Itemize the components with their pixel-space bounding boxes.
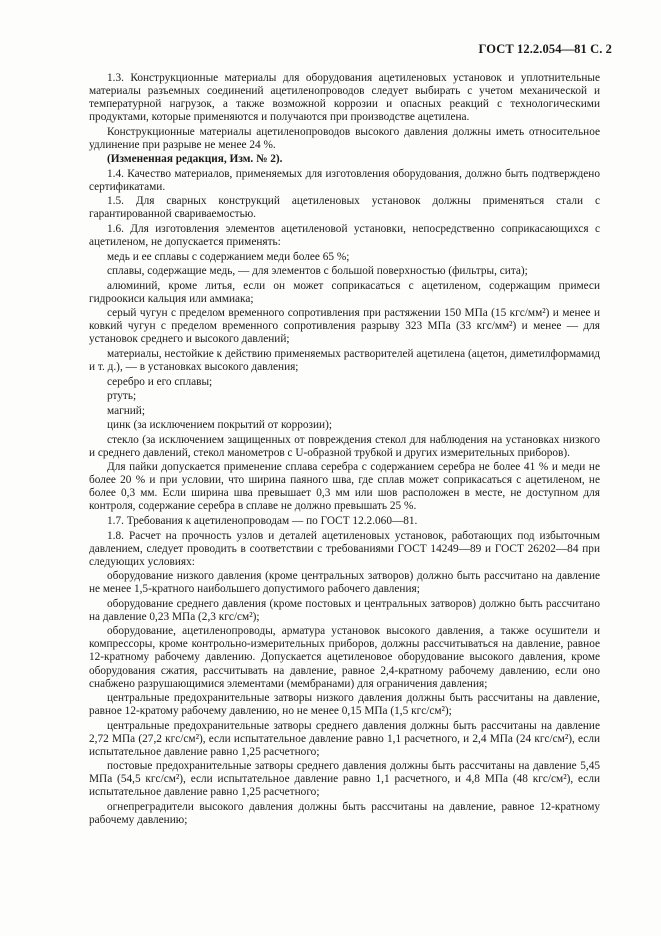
list-item: сплавы, содержащие медь, — для элементов с большой поверхностью (фильтры, сита); — [107, 265, 528, 278]
list-item: огнепреградители высокого давления должны быть рассчитаны на давление, равное 12-кратному рабочему давлению; — [89, 800, 600, 827]
page-header: ГОСТ 12.2.054—81 С. 2 — [478, 42, 612, 56]
paragraph: 1.8. Расчет на прочность узлов и деталей ацетиленовых установок, работающих под избыточным давлением, следует проводить в соответствии с требованиями ГОСТ 14249—89 и ГОСТ 26202—84 при следующих условиях: — [89, 529, 600, 568]
paragraph: Конструкционные материалы ацетиленопроводов высокого давления должны иметь относительное удлинение при разрыве не менее 24 %. — [89, 125, 600, 151]
amendment-note: (Измененная редакция, Изм. № 2). — [107, 153, 283, 166]
list-item: постовые предохранительные затворы среднего давления должны быть рассчитаны на давление 5,45 МПа (54,5 кгс/см²), если испытательное давление равно 1,1 расчетного, и 4,8 МПа (48 кгс/см²), если испытательное давление равно 1,25 расчетного; — [89, 760, 600, 799]
list-item: материалы, нестойкие к действию применяемых растворителей ацетилена (ацетон, диметилформамид и т. д.), — в установках высокого давления; — [89, 347, 601, 373]
list-item: серый чугун с пределом временного сопротивления при растяжении 150 МПа (15 кгс/мм²) и менее и ковкий чугун с пределом временного сопротивления разрыву 323 МПа (33 кгс/мм²) и менее — для установок среднего и высокого давлений; — [89, 307, 600, 346]
list-item: стекло (за исключением защищенных от повреждения стекол для наблюдения на установках низкого и среднего давлений, стекол манометров с U-образной трубкой и других измерительных приборов). — [89, 433, 600, 459]
paragraph: 1.5. Для сварных конструкций ацетиленовых установок должны применяться стали с гарантированной свариваемостью. — [89, 195, 600, 221]
paragraph: 1.6. Для изготовления элементов ацетиленовой установки, непосредственно соприкасающихся с ацетиленом, не допускается применять: — [89, 223, 600, 249]
list-item: магний; — [107, 404, 145, 417]
list-item: алюминий, кроме литья, если он может соприкасаться с ацетиленом, содержащим примеси гидроокиси кальция или аммиака; — [89, 279, 600, 305]
paragraph: 1.7. Требования к ацетиленопроводам — по ГОСТ 12.2.060—81. — [107, 515, 418, 527]
document-body — [89, 72, 600, 829]
list-item: оборудование среднего давления (кроме постовых и центральных затворов) должно быть рассчитано на давление 0,23 МПа (2,3 кгс/см²); — [89, 597, 600, 623]
paragraph: 1.4. Качество материалов, применяемых для изготовления оборудования, должно быть подтверждено сертификатами. — [89, 167, 600, 193]
list-item: ртуть; — [107, 390, 137, 403]
list-item: серебро и его сплавы; — [107, 375, 213, 388]
list-item: центральные предохранительные затворы низкого давления должны быть рассчитаны на давление, равное 12-кратому рабочему давлению, но не менее 0,15 МПа (1,5 кгс/см²); — [89, 692, 600, 718]
paragraph: Для пайки допускается применение сплава серебра с содержанием серебра не более 41 % и меди не более 20 % и при условии, что ширина паяного шва, где сплав может соприкасаться с ацетиленом, не более 0,3 мм. Если ширина шва превышает 0,3 мм или шов расположен в месте, не доступном для контроля, содержание серебра в сплаве не должно превышать 25 %. — [89, 461, 600, 513]
paragraph: 1.3. Конструкционные материалы для оборудования ацетиленовых установок и уплотнительные материалы разъемных соединений ацетиленопроводов следует выбирать с учетом механической и температурной нагрузок, а также возможной коррозии и опасных реакций с технологическими продуктами, которые применяются и получаются при производстве ацетилена. — [89, 72, 600, 124]
list-item: центральные предохранительные затворы среднего давления должны быть рассчитаны на давление 2,72 МПа (27,2 кгс/см²), если испытательное давление равно 1,1 расчетного, и 2,4 МПа (24 кгс/см²), если испытательное давление равно 1,25 расчетного; — [89, 719, 600, 758]
list-item: медь и ее сплавы с содержанием меди более 65 %; — [107, 250, 350, 263]
list-item: оборудование низкого давления (кроме центральных затворов) должно быть рассчитано на давление не менее 1,5-кратного наибольшего допустимого рабочего давления; — [89, 570, 600, 596]
list-item: цинк (за исключением покрытий от коррозии); — [107, 419, 332, 432]
list-item: оборудование, ацетиленопроводы, арматура установок высокого давления, а также осушители и компрессоры, кроме контрольно-измерительных приборов, должны рассчитываться на давление, равное 12-кратному рабочему давлению. Допускается ацетиленовое оборудование высокого давления, кроме оборудования сжатия, рассчитывать на давление, равное 2,4-кратному рабочему давлению, если оно снабжено разрушающимися элементами (мембранами) для ограничения давления; — [89, 625, 600, 690]
